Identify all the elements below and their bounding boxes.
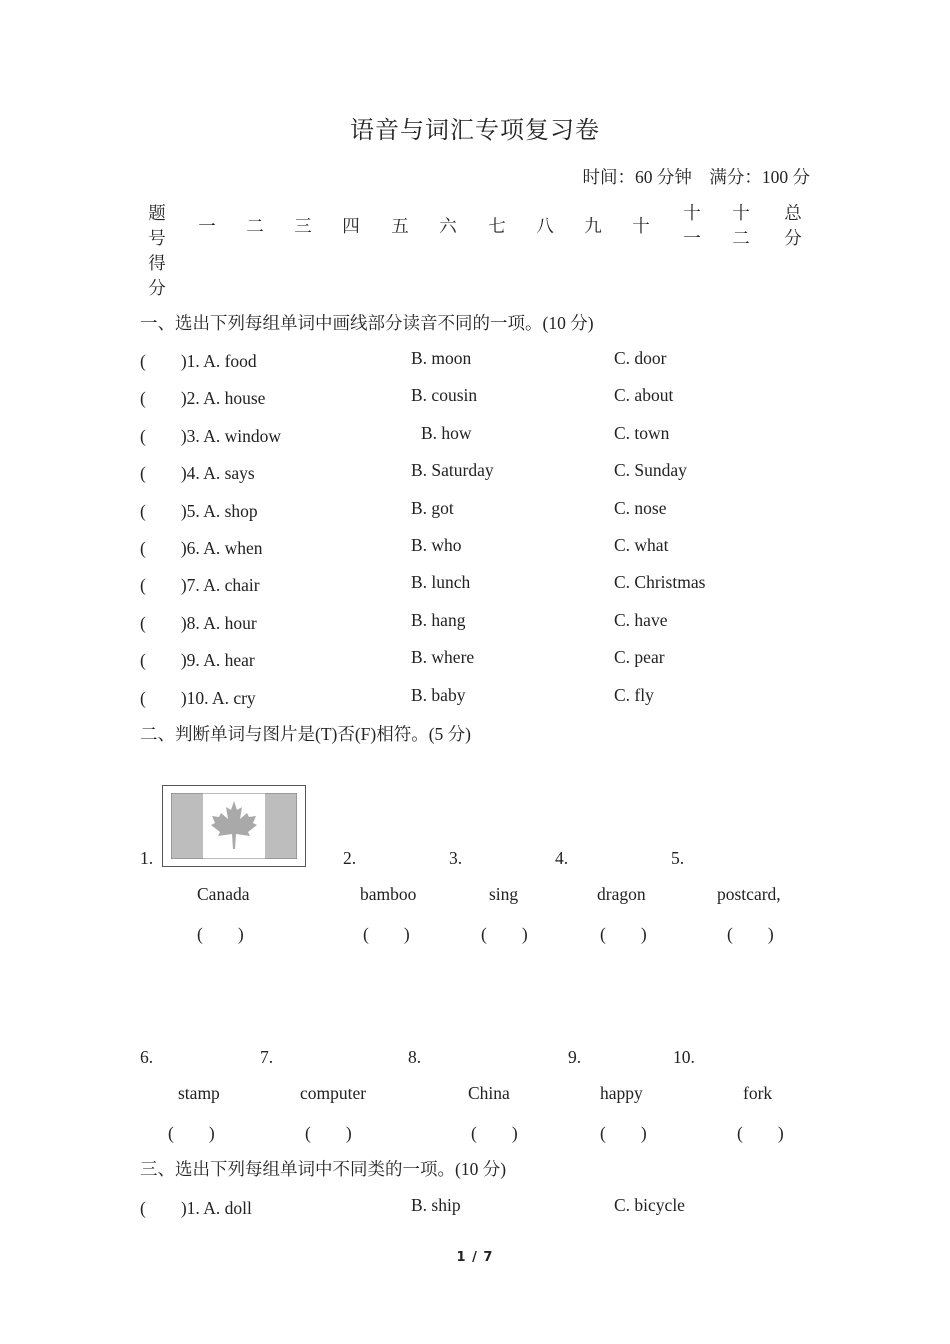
question-option-a: ( )5. A. shop xyxy=(140,500,258,521)
page-title: 语音与词汇专项复习卷 xyxy=(350,118,600,144)
question-option-c: C. door xyxy=(614,348,667,368)
section1-heading: 一、选出下列每组单词中画线部分读音不同的一项。(10 分) xyxy=(140,313,594,333)
item-word: computer xyxy=(300,1083,367,1103)
question-option-a: ( )3. A. window xyxy=(140,425,281,446)
score-col-11-a: 十 xyxy=(683,203,701,223)
answer-paren: ( ) xyxy=(600,1123,647,1143)
item-number: 8. xyxy=(408,1047,422,1067)
section2-heading: 二、判断单词与图片是(T)否(F)相符。(5 分) xyxy=(140,724,472,744)
item-number: 6. xyxy=(140,1047,154,1067)
question-option-a: ( )8. A. hour xyxy=(140,612,257,633)
score-col-5: 五 xyxy=(391,216,409,236)
score-col-6: 六 xyxy=(439,216,457,236)
question-row xyxy=(140,572,840,596)
score-total-a: 总 xyxy=(784,203,802,223)
answer-paren: ( ) xyxy=(600,924,647,944)
question-option-b: B. Saturday xyxy=(411,460,494,481)
item-number: 2. xyxy=(343,848,357,868)
answer-paren: ( ) xyxy=(197,924,244,944)
item-number: 9. xyxy=(568,1047,582,1067)
answer-paren: ( ) xyxy=(305,1123,352,1143)
score-col-3: 三 xyxy=(294,216,312,236)
question-option-b: B. lunch xyxy=(411,572,471,593)
page-number: 1 / 7 xyxy=(456,1250,494,1265)
answer-paren: ( ) xyxy=(481,924,528,944)
question-option-c: C. town xyxy=(614,422,670,443)
item-number: 10. xyxy=(673,1047,695,1067)
question-option-c: C. about xyxy=(614,385,674,406)
question-row xyxy=(140,647,840,671)
question-option-b: B. hang xyxy=(411,609,466,630)
score-col-8: 八 xyxy=(536,216,554,236)
score-col-10: 十 xyxy=(632,216,650,236)
question-option-c: C. nose xyxy=(614,497,667,518)
question-option-b: B. moon xyxy=(411,348,472,368)
item-number: 3. xyxy=(449,848,463,868)
question-option-a: ( )6. A. when xyxy=(140,538,263,558)
question-option-c: C. Sunday xyxy=(614,460,687,481)
answer-paren: ( ) xyxy=(737,1123,784,1143)
section3-heading: 三、选出下列每组单词中不同类的一项。(10 分) xyxy=(140,1159,507,1179)
question-option-a: ( )7. A. chair xyxy=(140,575,260,596)
score-col-12-b: 二 xyxy=(732,228,750,248)
question-option-c: C. bicycle xyxy=(614,1195,685,1215)
question-row xyxy=(140,423,840,447)
question-option-c: C. Christmas xyxy=(614,572,706,593)
question-row xyxy=(140,610,840,634)
question-option-a: ( )1. A. doll xyxy=(140,1198,252,1218)
answer-paren: ( ) xyxy=(471,1123,518,1143)
question-option-b: B. baby xyxy=(411,684,466,705)
question-row xyxy=(140,348,840,372)
score-col-2: 二 xyxy=(246,216,264,236)
score-total-b: 分 xyxy=(784,228,802,248)
question-option-a: ( )9. A. hear xyxy=(140,650,255,671)
question-option-a: ( )4. A. says xyxy=(140,463,255,484)
question-row xyxy=(140,1195,840,1219)
question-option-b: B. where xyxy=(411,647,475,668)
item-number: 4. xyxy=(555,848,569,868)
answer-paren: ( ) xyxy=(363,924,410,944)
score-row-header-2: 号 xyxy=(148,228,166,248)
score-col-9: 九 xyxy=(584,216,602,236)
item-number: 7. xyxy=(260,1047,274,1067)
item-number: 1. xyxy=(140,848,154,868)
score-col-1: 一 xyxy=(198,216,216,236)
question-row xyxy=(140,498,840,522)
item-word: stamp xyxy=(178,1083,220,1103)
score-col-11-b: 一 xyxy=(683,228,701,248)
answer-paren: ( ) xyxy=(727,924,774,944)
score-col-4: 四 xyxy=(342,216,360,236)
question-option-c: C. what xyxy=(614,535,669,555)
score-col-7: 七 xyxy=(488,216,506,236)
question-option-b: B. who xyxy=(411,535,462,555)
canada-flag-image xyxy=(162,785,306,867)
item-word: Canada xyxy=(197,884,250,904)
item-word: postcard, xyxy=(717,884,781,904)
question-option-b: B. got xyxy=(411,497,454,518)
question-option-b: B. how xyxy=(421,422,472,443)
score-row-header-1: 题 xyxy=(148,203,166,223)
question-option-a: ( )10. A. cry xyxy=(140,687,256,708)
item-word: happy xyxy=(600,1083,643,1103)
score-col-12-a: 十 xyxy=(732,203,750,223)
exam-meta: 时间：60 分钟 满分：100 分 xyxy=(582,167,810,187)
item-word: dragon xyxy=(597,884,646,904)
item-word: China xyxy=(468,1083,510,1103)
item-word: fork xyxy=(743,1083,773,1103)
question-option-b: B. cousin xyxy=(411,385,478,406)
score-row-header-4: 分 xyxy=(148,278,166,298)
score-row-header-3: 得 xyxy=(148,253,166,273)
question-row xyxy=(140,685,840,709)
question-row xyxy=(140,385,840,409)
question-option-c: C. have xyxy=(614,609,668,630)
question-option-c: C. fly xyxy=(614,684,654,705)
question-row xyxy=(140,460,840,484)
question-option-a: ( )2. A. house xyxy=(140,388,266,409)
question-option-c: C. pear xyxy=(614,647,665,668)
answer-paren: ( ) xyxy=(168,1123,215,1143)
item-number: 5. xyxy=(671,848,685,868)
question-option-a: ( )1. A. food xyxy=(140,351,257,371)
question-row xyxy=(140,535,840,559)
item-word: bamboo xyxy=(360,884,417,904)
item-word: sing xyxy=(489,884,519,904)
question-option-b: B. ship xyxy=(411,1195,461,1215)
